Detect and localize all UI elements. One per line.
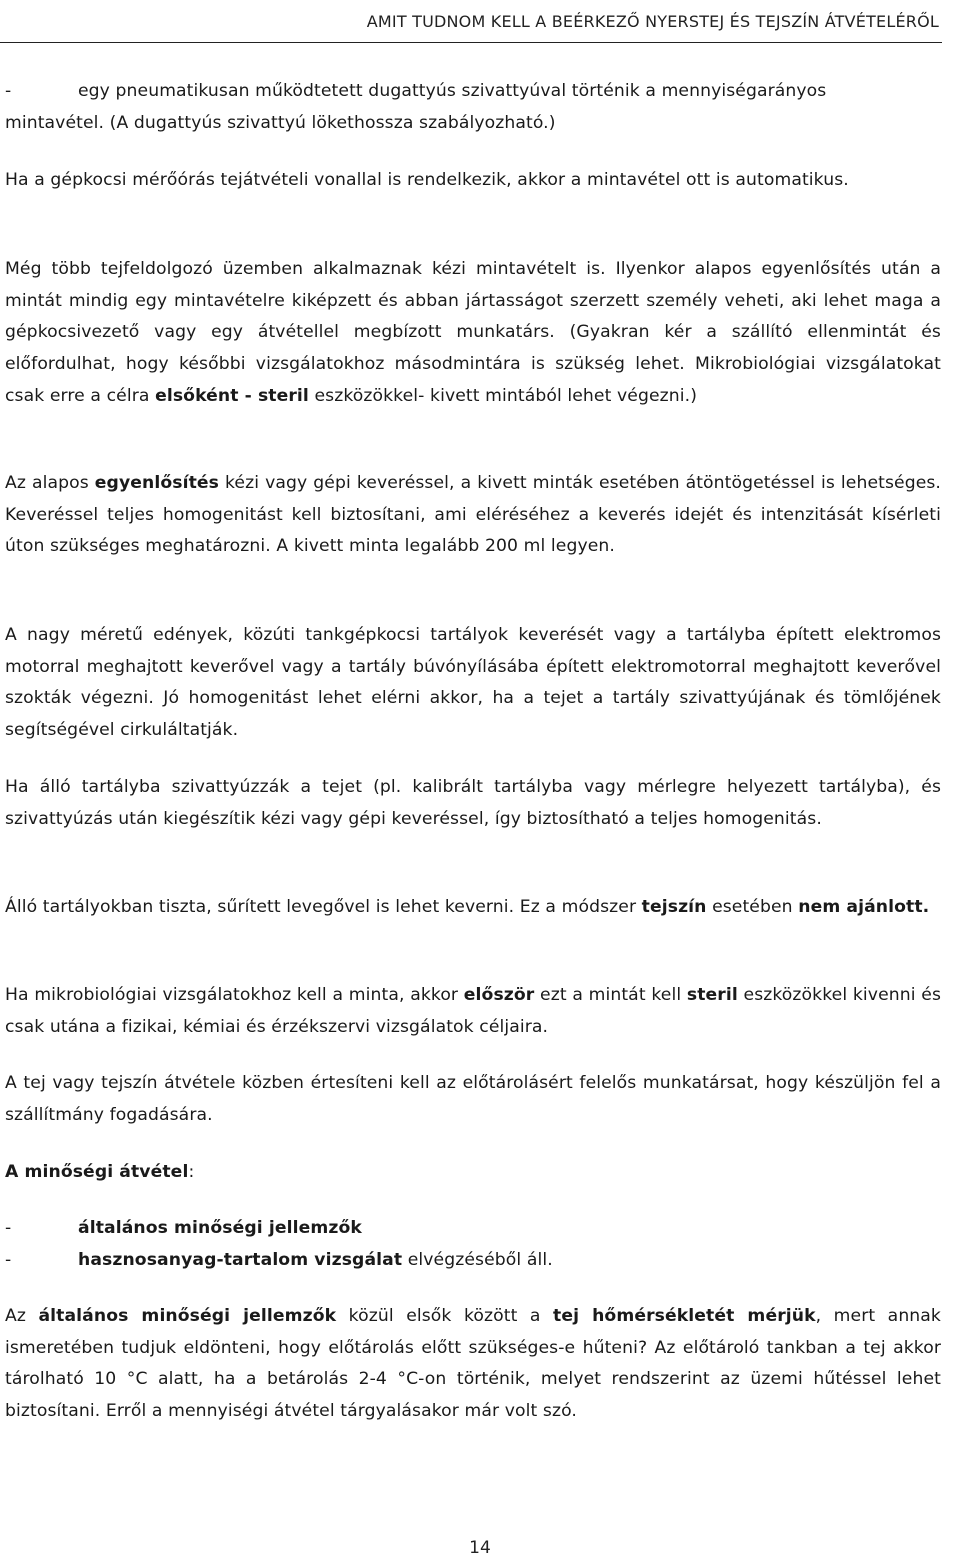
quality-reception-heading: A minőségi átvétel: (5, 1162, 195, 1182)
dash-marker: - (5, 1218, 12, 1238)
dash-paragraph-pump (5, 76, 941, 139)
paragraph-notification: A tej vagy tejszín átvétele közben értesíteni kell az előtárolásért felelős munkatársat, hogy készüljön fel a szállítmány fogadására. (5, 1073, 941, 1125)
paragraph-microbiology: Ha mikrobiológiai vizsgálatokhoz kell a minta, akkor először ezt a mintát kell steril eszközökkel kivenni és csak utána a fizikai, kémiai és érzékszervi vizsgálatok céljaira. (5, 985, 942, 1037)
paragraph-homogenization: Az alapos egyenlősítés kézi vagy gépi keveréssel, a kivett minták esetében átöntögetéssel is lehetséges. Keveréssel teljes homogenitást kell biztosítani, ami eléréséhez a keverés idejét és intenzitását kísérleti úton szükséges meghatározni. A kivett minta legalább 200 ml legyen. (5, 473, 941, 557)
page-number: 14 (469, 1538, 491, 1558)
running-header: AMIT TUDNOM KELL A BEÉRKEZŐ NYERSTEJ ÉS TEJSZÍN ÁTVÉTELÉRŐL (366, 12, 939, 31)
list-item: - hasznosanyag-tartalom vizsgálat elvégzéséből áll. (5, 1245, 941, 1277)
list-item: - általános minőségi jellemzők (5, 1213, 941, 1245)
paragraph-manual-sampling: Még több tejfeldolgozó üzemben alkalmaznak kézi mintavételt is. Ilyenkor alapos egyenlősítés után a mintát mindig egy mintavételre kiképzett és abban jártasságot szerzett személy veheti, aki lehet maga a gépkocsivezető vagy egy átvétellel megbízott munkatárs. (Gyakran kér a szállító ellenmintát és előfordulhat, hogy későbbi vizsgálatokhoz másodmintára is szükség lehet. Mikrobiológiai vizsgálatokat csak erre a célra elsőként - steril eszközökkel- kivett mintából lehet végezni.) (5, 259, 941, 406)
header-rule (0, 42, 942, 43)
paragraph-temperature: Az általános minőségi jellemzők közül elsők között a tej hőmérsékletét mérjük, mert annak ismeretében tudjuk eldönteni, hogy előtárolás előtt szükséges-e hűteni? Az előtároló tankban a tej akkor tárolható 10 °C alatt, ha a betárolás 2-4 °C-on történik, melyet rendszerint az üzemi hűtéssel lehet biztosítani. Erről a mennyiségi átvétel tárgyalásakor már volt szó. (5, 1306, 941, 1422)
paragraph-pumping: Ha álló tartályba szivattyúzzák a tejet (pl. kalibrált tartályba vagy mérlegre helyezett tartályba), és szivattyúzás után kiegészítik kézi vagy gépi keveréssel, így biztosítható a teljes homogenitás. (5, 777, 941, 829)
pump-text-line1: egy pneumatikusan működtetett dugattyús szivattyúval történik a mennyiségarányos (78, 81, 827, 101)
quality-list (5, 1213, 941, 1276)
paragraph-tank-mixing: A nagy méretű edények, közúti tankgépkocsi tartályok keverését vagy a tartályba épített elektromos motorral meghajtott keverővel vagy a tartály búvónyílásába épített elektromotorral meghajtott keverővel szokták végezni. Jó homogenitást lehet elérni akkor, ha a tejet a tartály szivattyújának és tömlőjének segítségével cirkuláltatják. (5, 625, 941, 741)
paragraph-auto-sampling: Ha a gépkocsi mérőórás tejátvételi vonallal is rendelkezik, akkor a mintavétel ott is automatikus. (5, 170, 849, 190)
dash-marker: - (5, 81, 12, 101)
paragraph-air-mixing: Álló tartályokban tiszta, sűrített levegővel is lehet keverni. Ez a módszer tejszín esetében nem ajánlott. (5, 897, 930, 917)
pump-text-line2: mintavétel. (A dugattyús szivattyú lökethossza szabályozható.) (5, 112, 556, 133)
dash-marker: - (5, 1249, 12, 1270)
